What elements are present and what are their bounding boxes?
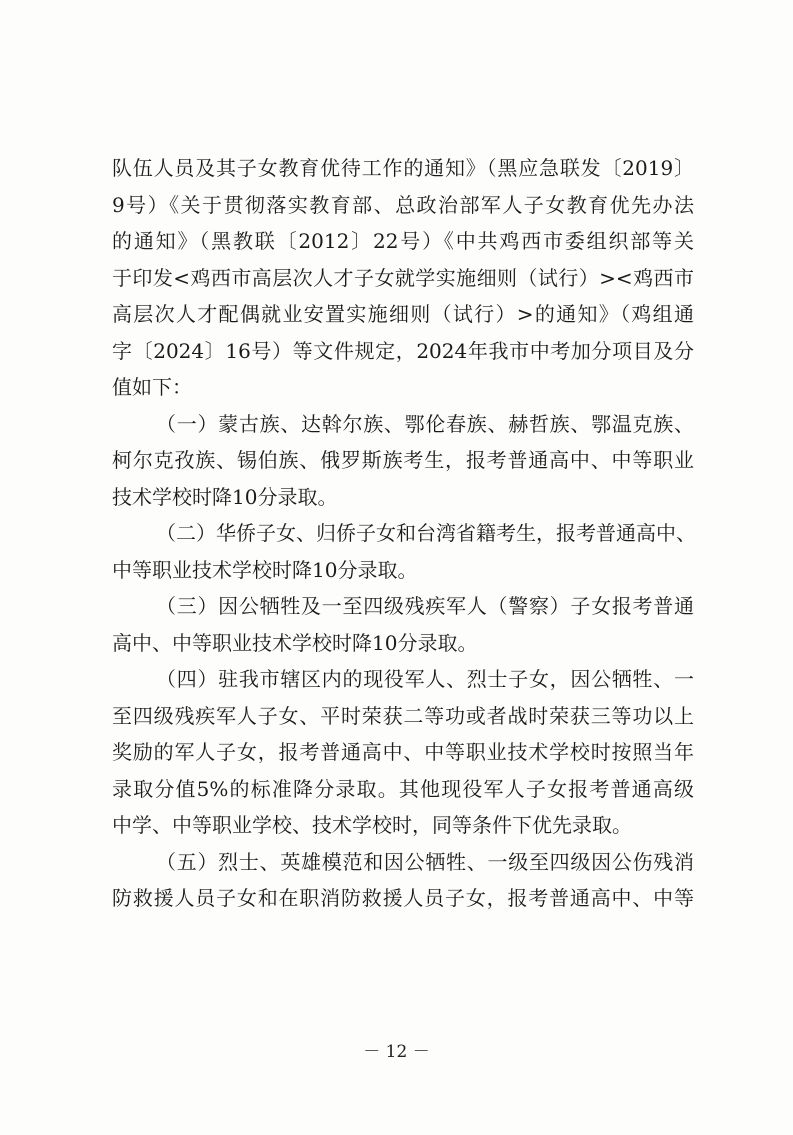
section-heading-line: （二）华侨子女、归侨子女和台湾省籍考生，报考普通高中、 <box>156 521 696 545</box>
page-number: － 12 － <box>363 1042 430 1062</box>
text-line: 的通知》（黑教联〔2012〕22号）《中共鸡西市委组织部等关 <box>112 229 694 253</box>
text-line: 柯尔克孜族、锡伯族、俄罗斯族考生，报考普通高中、中等职业 <box>112 448 694 472</box>
section-heading-line: （一）蒙古族、达斡尔族、鄂伦春族、赫哲族、鄂温克族、 <box>156 411 694 436</box>
text-line: 中学、中等职业学校、技术学校时，同等条件下优先录取。 <box>112 813 632 837</box>
text-line: 队伍人员及其子女教育优待工作的通知》（黑应急联发〔2019〕 <box>112 156 694 180</box>
text-line: 高中、中等职业技术学校时降10分录取。 <box>112 630 478 655</box>
text-line: 录取分值5%的标准降分录取。其他现役军人子女报考普通高级 <box>112 776 694 801</box>
text-line: 防救援人员子女和在职消防救援人员子女，报考普通高中、中等 <box>112 886 694 910</box>
body-text <box>112 150 694 917</box>
text-line: 字〔2024〕16号）等文件规定，2024年我市中考加分项目及分 <box>112 338 694 363</box>
section-heading-line: （三）因公牺牲及一至四级残疾军人（警察）子女报考普通 <box>156 594 694 618</box>
text-line: 中等职业技术学校时降10分录取。 <box>112 557 418 582</box>
section-heading-line: （四）驻我市辖区内的现役军人、烈士子女，因公牺牲、一 <box>156 667 694 691</box>
text-line: 值如下： <box>112 375 192 399</box>
text-line: 技术学校时降10分录取。 <box>112 484 338 509</box>
text-line: 奖励的军人子女，报考普通高中、中等职业技术学校时按照当年 <box>112 740 694 764</box>
text-line: 高层次人才配偶就业安置实施细则（试行）>的通知》（鸡组通 <box>112 302 694 326</box>
text-line: 于印发<鸡西市高层次人才子女就学实施细则（试行）><鸡西市 <box>112 265 694 290</box>
section-heading-line: （五）烈士、英雄模范和因公牺牲、一级至四级因公伤残消 <box>156 849 694 874</box>
text-line: 9号）《关于贯彻落实教育部、总政治部军人子女教育优先办法 <box>112 192 694 217</box>
text-line: 至四级残疾军人子女、平时荣获二等功或者战时荣获三等功以上 <box>112 703 694 728</box>
